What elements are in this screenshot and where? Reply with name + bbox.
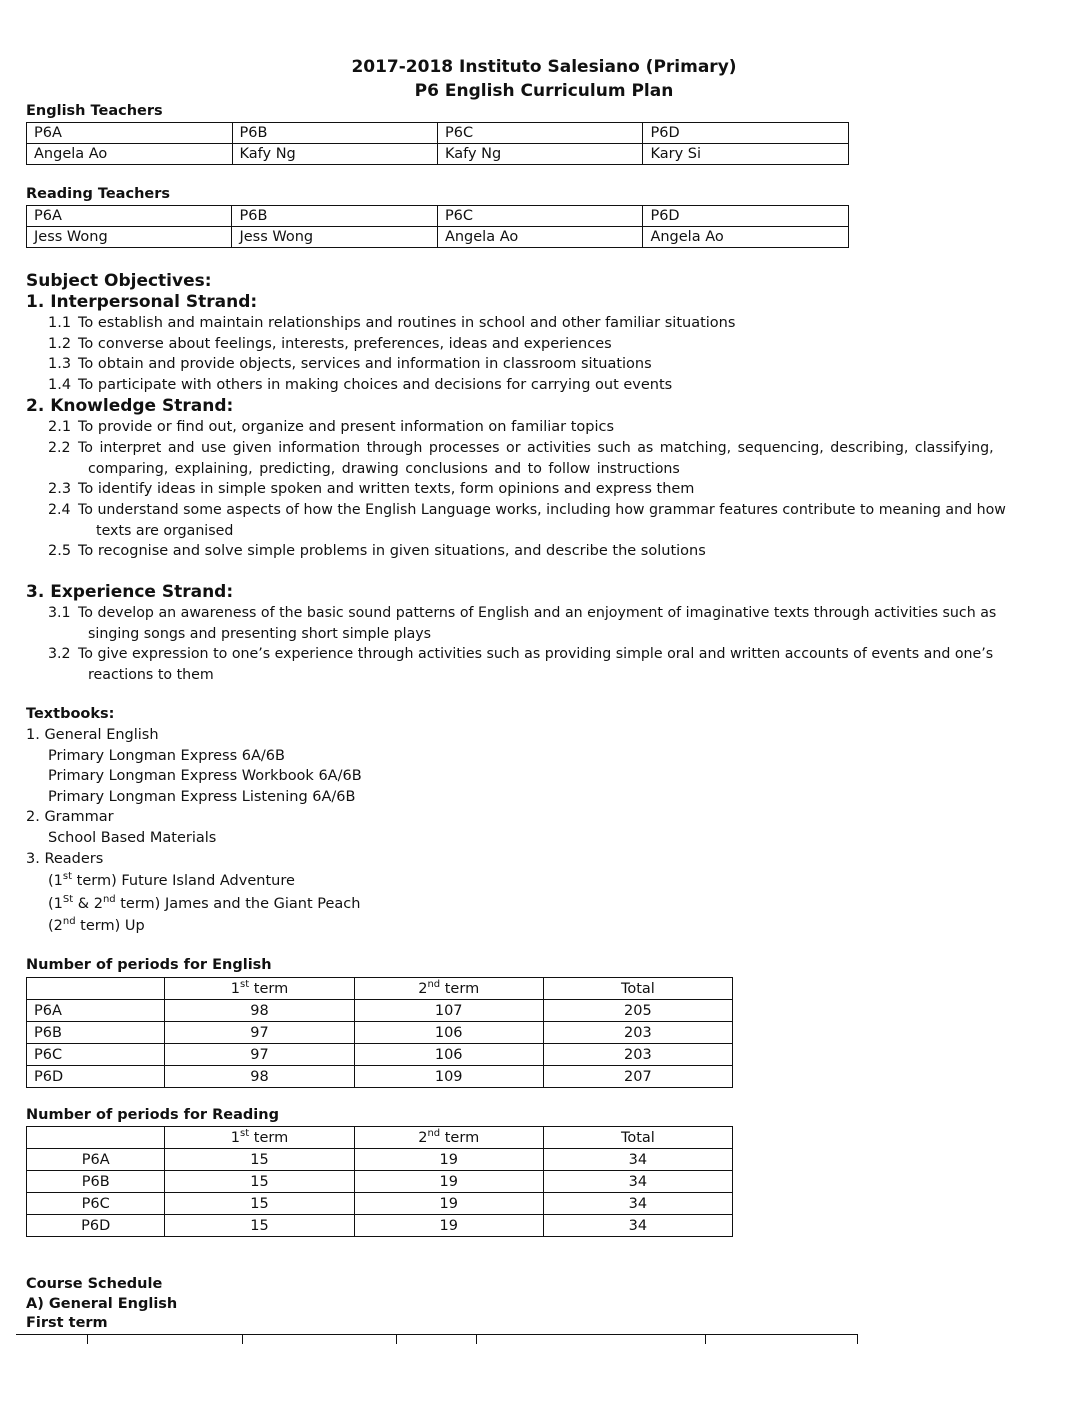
reading-periods-label: Number of periods for Reading (26, 1107, 279, 1123)
ordinal-suffix: nd (102, 894, 116, 906)
objective-text: To understand some aspects of how the English Language works, including how grammar features contribute to meaning and how (78, 502, 1006, 518)
table-header-cell: 2nd term (354, 978, 543, 1000)
table-cell: P6A (27, 123, 233, 144)
table-cell: P6D (27, 1066, 165, 1088)
objective-text: To obtain and provide objects, services and information in classroom situations (78, 356, 652, 372)
objective-text-continued: texts are organised (96, 522, 234, 539)
table-cell: 15 (165, 1149, 354, 1171)
textbooks-heading: Textbooks: (26, 706, 115, 722)
table-cell: P6A (27, 1000, 165, 1022)
table-cell: P6B (27, 1171, 165, 1193)
reader-text: & 2 (73, 896, 103, 912)
schedule-column-divider (396, 1334, 397, 1344)
schedule-column-divider (857, 1334, 858, 1344)
table-row (27, 1000, 733, 1022)
objective-item (48, 354, 1062, 375)
table-cell: 203 (543, 1044, 732, 1066)
objective-number: 1.4 (48, 377, 72, 393)
table-cell: P6C (27, 1193, 165, 1215)
textbook-item: School Based Materials (48, 830, 217, 846)
schedule-column-divider (87, 1334, 88, 1344)
table-header-cell: Total (543, 978, 732, 1000)
table-header-cell: 1st term (165, 1127, 354, 1149)
textbook-category: 3. Readers (26, 851, 104, 867)
table-row (27, 1193, 733, 1215)
objective-text-continued: comparing, explaining, predicting, drawing conclusions and to follow instructions (88, 460, 680, 477)
objective-text: To identify ideas in simple spoken and written texts, form opinions and express them (78, 481, 695, 497)
objective-text: To recognise and solve simple problems in given situations, and describe the solutions (78, 543, 706, 559)
reading-teachers-table (26, 205, 849, 248)
objective-number: 2.5 (48, 543, 72, 559)
ordinal-suffix: st (62, 871, 73, 883)
reading-periods-table (26, 1126, 733, 1237)
textbook-item: Primary Longman Express Workbook 6A/6B (48, 768, 362, 784)
table-cell: 106 (354, 1044, 543, 1066)
table-row (27, 227, 849, 248)
reading-teachers-label: Reading Teachers (26, 186, 171, 202)
schedule-column-divider (242, 1334, 243, 1344)
reader-text: term) James and the Giant Peach (115, 896, 361, 912)
objective-number: 1.1 (48, 315, 72, 331)
objective-number: 3.1 (48, 605, 71, 621)
reader-item (48, 871, 295, 892)
objective-item (48, 417, 1062, 438)
english-teachers-table (26, 122, 849, 165)
table-cell: 98 (165, 1000, 354, 1022)
english-periods-table (26, 977, 733, 1088)
table-cell: 15 (165, 1193, 354, 1215)
reader-item (48, 894, 360, 915)
reader-text: term) Up (75, 918, 145, 934)
objective-text: To participate with others in making choices and decisions for carrying out events (78, 377, 673, 393)
table-cell: 19 (354, 1193, 543, 1215)
ordinal-suffix: nd (62, 916, 76, 928)
table-cell (27, 1127, 165, 1149)
table-cell: P6A (27, 206, 232, 227)
schedule-column-divider (476, 1334, 477, 1344)
table-cell: P6C (437, 206, 643, 227)
textbook-category: 2. Grammar (26, 809, 114, 825)
textbook-item: Primary Longman Express Listening 6A/6B (48, 789, 356, 805)
table-row (27, 1022, 733, 1044)
table-cell: P6B (27, 1022, 165, 1044)
table-cell: 15 (165, 1171, 354, 1193)
table-cell: Angela Ao (643, 227, 849, 248)
table-cell: P6B (232, 123, 437, 144)
objective-number: 2.1 (48, 419, 72, 435)
table-header-row (27, 978, 733, 1000)
table-row (27, 1044, 733, 1066)
table-cell: P6A (27, 1149, 165, 1171)
table-cell: 205 (543, 1000, 732, 1022)
strand1-title: 1. Interpersonal Strand: (26, 292, 258, 312)
english-teachers-label: English Teachers (26, 103, 163, 119)
table-cell: 97 (165, 1044, 354, 1066)
table-cell: Kafy Ng (438, 144, 643, 165)
ordinal-suffix: St (62, 894, 74, 906)
table-row (27, 1149, 733, 1171)
objective-text: To establish and maintain relationships and routines in school and other familiar situations (78, 315, 736, 331)
objective-item (48, 313, 1062, 334)
table-cell (27, 978, 165, 1000)
objective-text: To give expression to one’s experience through activities such as providing simple oral and written accounts of events and one’s (78, 646, 994, 662)
strand3-title: 3. Experience Strand: (26, 582, 234, 602)
table-row (27, 1066, 733, 1088)
table-cell: 34 (543, 1171, 732, 1193)
objective-number: 1.3 (48, 356, 72, 372)
table-cell: P6C (27, 1044, 165, 1066)
table-cell: 107 (354, 1000, 543, 1022)
textbook-category: 1. General English (26, 727, 159, 743)
table-cell: P6B (232, 206, 437, 227)
table-row (27, 1215, 733, 1237)
table-cell: 34 (543, 1193, 732, 1215)
objective-text: To provide or find out, organize and present information on familiar topics (78, 419, 615, 435)
table-cell: 34 (543, 1149, 732, 1171)
table-header-cell: 2nd term (354, 1127, 543, 1149)
reader-text: (2 (48, 918, 63, 934)
table-cell: 109 (354, 1066, 543, 1088)
table-cell: Angela Ao (437, 227, 643, 248)
objective-text-continued: singing songs and presenting short simple plays (88, 625, 432, 642)
table-cell: Jess Wong (27, 227, 232, 248)
table-header-row (27, 1127, 733, 1149)
table-cell: Jess Wong (232, 227, 437, 248)
objective-text: To converse about feelings, interests, preferences, ideas and experiences (78, 336, 612, 352)
table-cell: P6D (643, 123, 849, 144)
document-subtitle: P6 English Curriculum Plan (414, 81, 674, 101)
table-cell: 34 (543, 1215, 732, 1237)
table-header-cell: Total (543, 1127, 732, 1149)
document-title: 2017-2018 Instituto Salesiano (Primary) (351, 57, 737, 77)
table-row (27, 1171, 733, 1193)
table-cell: P6D (27, 1215, 165, 1237)
table-cell: Angela Ao (27, 144, 233, 165)
table-cell: 98 (165, 1066, 354, 1088)
objective-text-continued: reactions to them (88, 666, 214, 683)
table-cell: 15 (165, 1215, 354, 1237)
table-cell: Kafy Ng (232, 144, 437, 165)
schedule-table-top-border (16, 1334, 858, 1335)
table-header-cell: 1st term (165, 978, 354, 1000)
table-cell: Kary Si (643, 144, 849, 165)
objective-number: 2.4 (48, 502, 71, 518)
objective-text: To interpret and use given information through processes or activities such as matching, sequencing, describing, classifying, (78, 440, 994, 456)
strand2-title: 2. Knowledge Strand: (26, 396, 234, 416)
objective-number: 2.2 (48, 440, 71, 456)
objective-item (48, 334, 1062, 355)
reader-text: (1 (48, 896, 63, 912)
reader-item (48, 916, 145, 937)
table-cell: 19 (354, 1171, 543, 1193)
objective-item (48, 500, 1062, 541)
table-cell: P6D (643, 206, 849, 227)
table-cell: 207 (543, 1066, 732, 1088)
objective-number: 3.2 (48, 646, 71, 662)
textbook-item: Primary Longman Express 6A/6B (48, 748, 285, 764)
table-cell: 106 (354, 1022, 543, 1044)
table-row (27, 206, 849, 227)
schedule-term-label: First term (26, 1315, 108, 1331)
objectives-heading: Subject Objectives: (26, 271, 212, 291)
table-cell: 97 (165, 1022, 354, 1044)
table-cell: P6C (438, 123, 643, 144)
objective-number: 1.2 (48, 336, 72, 352)
objective-number: 2.3 (48, 481, 72, 497)
objective-item (48, 644, 1062, 685)
table-cell: 19 (354, 1149, 543, 1171)
objective-item (48, 375, 1062, 396)
objective-item (48, 438, 1062, 479)
objective-item (48, 541, 1062, 562)
reader-text: (1 (48, 873, 63, 889)
course-schedule-heading: Course Schedule (26, 1276, 163, 1292)
objective-item (48, 603, 1062, 644)
table-row (27, 123, 849, 144)
table-cell: 19 (354, 1215, 543, 1237)
schedule-section-title: A) General English (26, 1296, 178, 1312)
table-row (27, 144, 849, 165)
objective-text: To develop an awareness of the basic sound patterns of English and an enjoyment of imaginative texts through activities such as (78, 605, 997, 621)
table-cell: 203 (543, 1022, 732, 1044)
schedule-column-divider (705, 1334, 706, 1344)
reader-text: term) Future Island Adventure (72, 873, 295, 889)
english-periods-label: Number of periods for English (26, 957, 272, 973)
objective-item (48, 479, 1062, 500)
